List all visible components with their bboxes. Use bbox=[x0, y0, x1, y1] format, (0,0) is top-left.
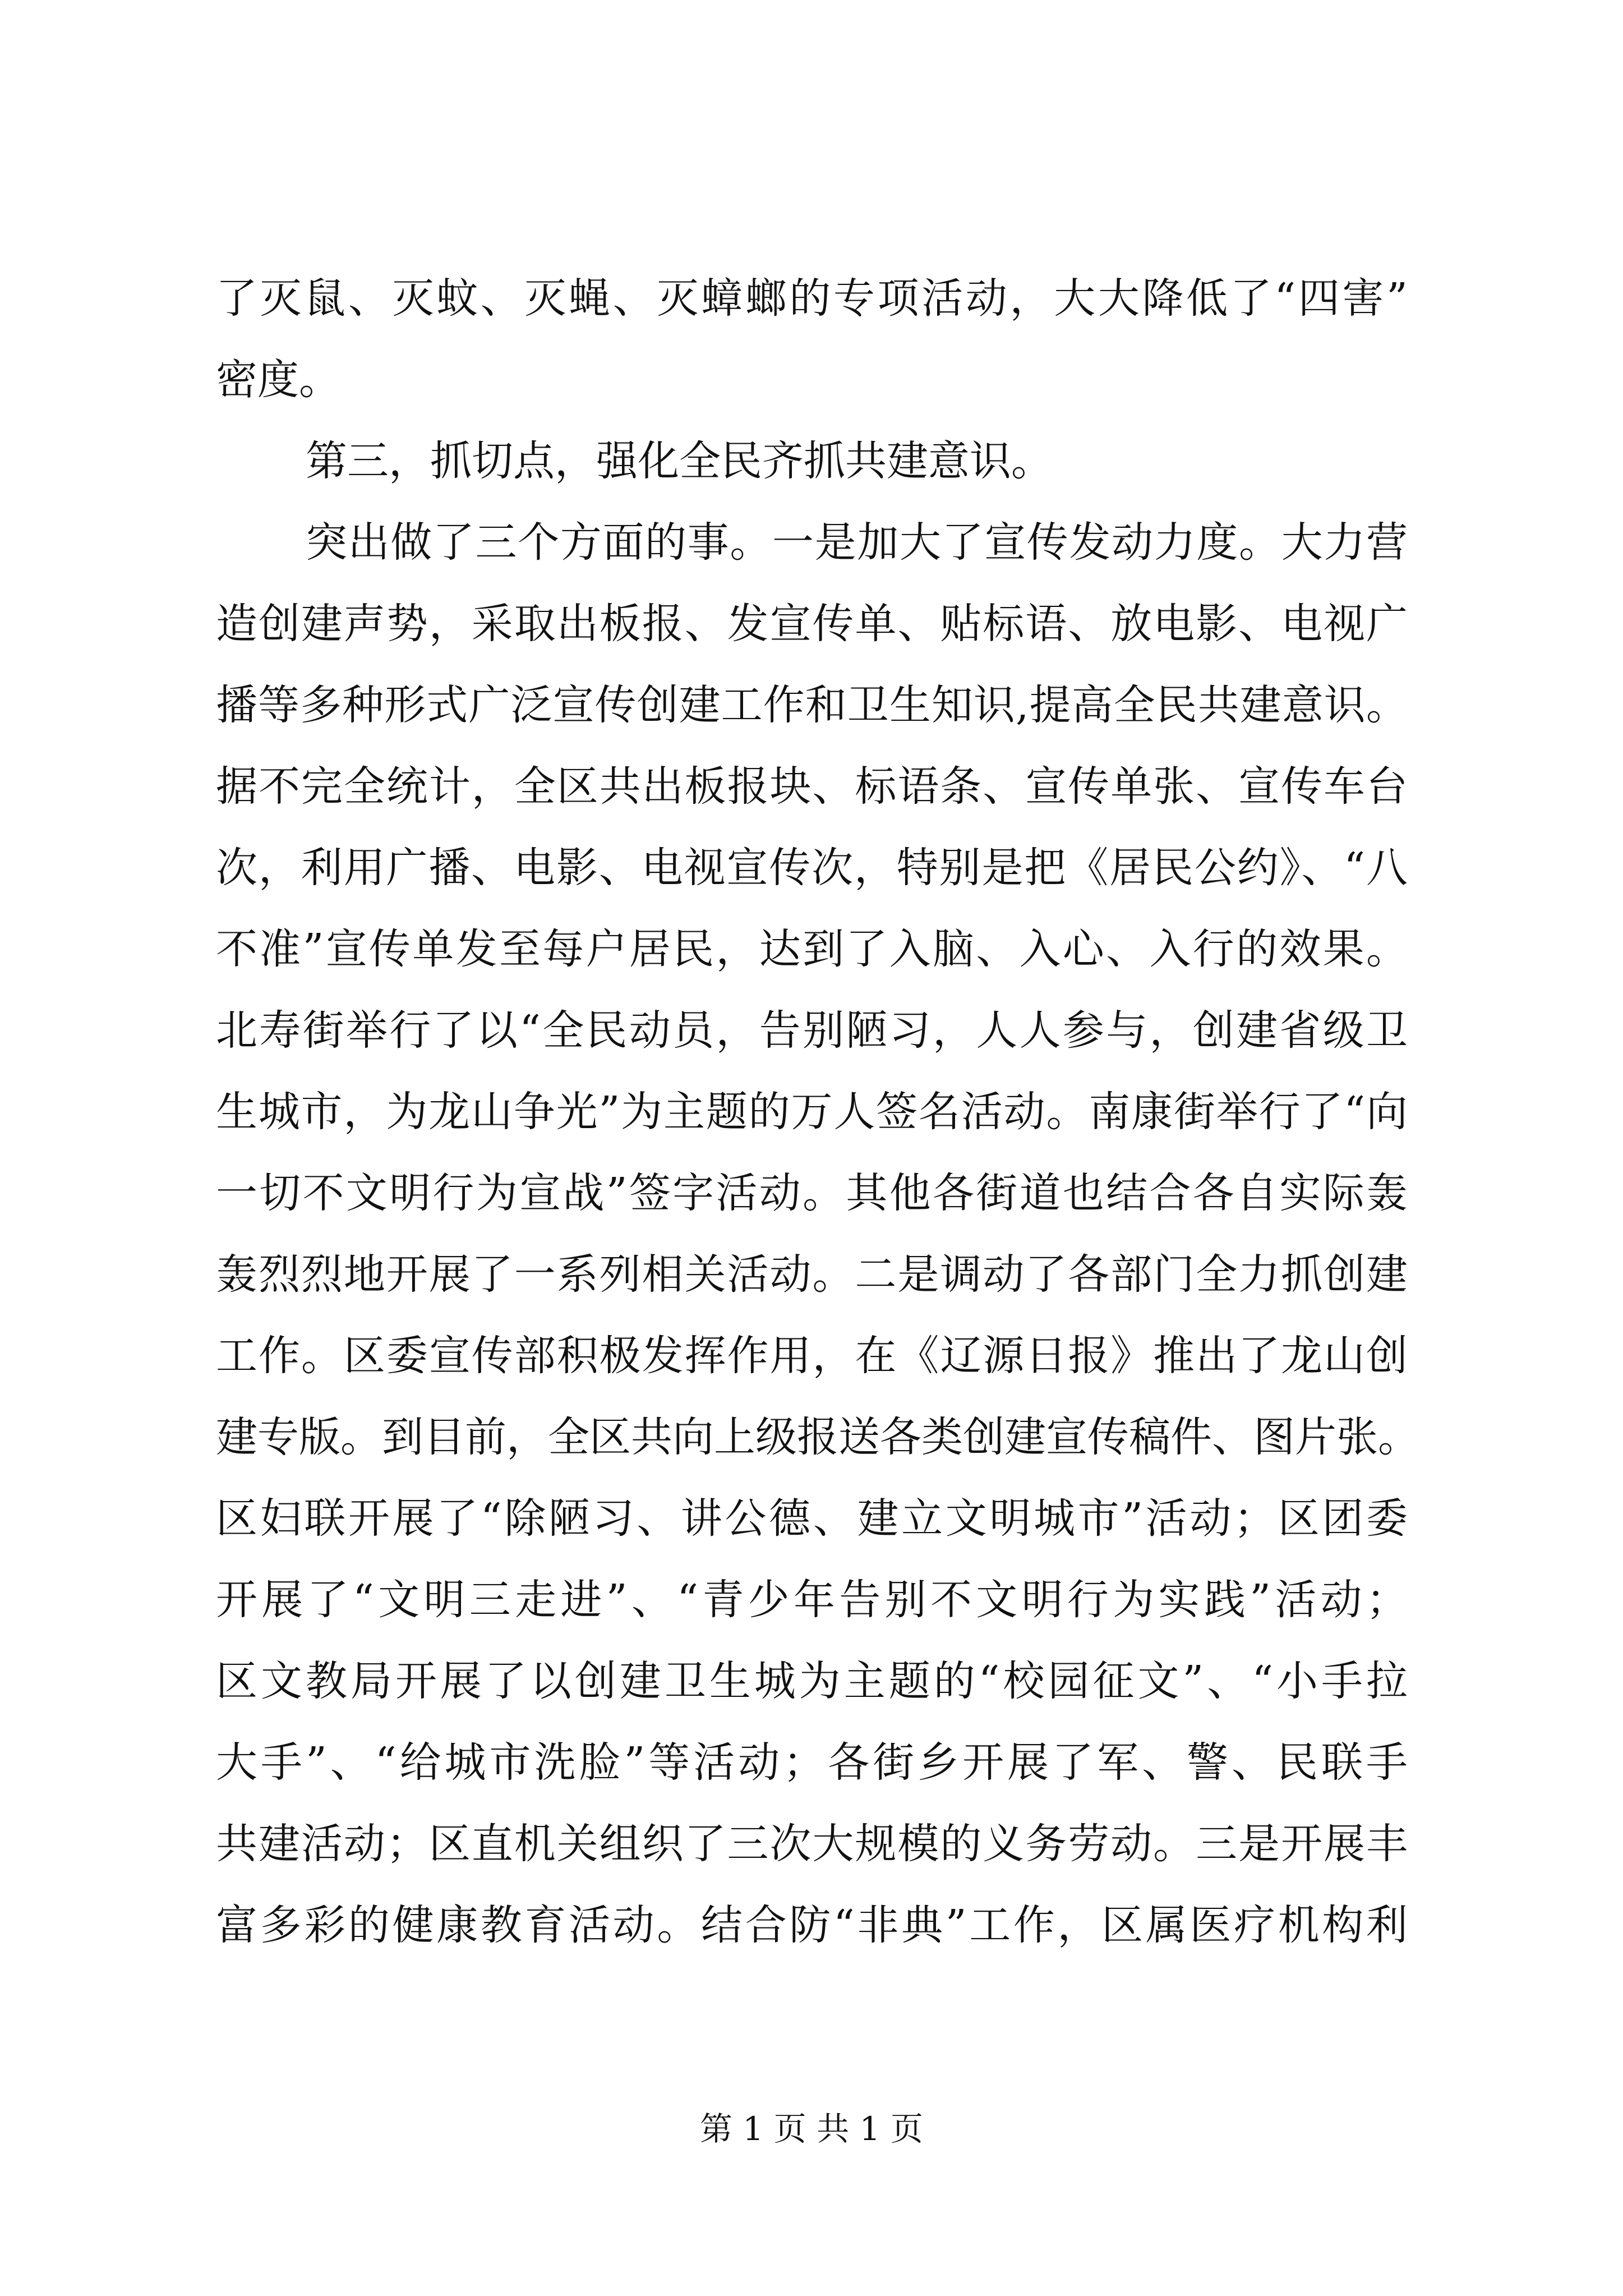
page-footer bbox=[0, 2106, 1623, 2151]
text-line: 密度。 bbox=[216, 356, 340, 404]
text-line: 播等多种形式广泛宣传创建工作和卫生知识,提高全民共建意识。 bbox=[216, 681, 1408, 729]
text-line: 开展了“文明三走进”、“青少年告别不文明行为实践”活动； bbox=[216, 1576, 1408, 1624]
text-line: 北寿街举行了以“全民动员，告别陋习，人人参与，创建省级卫 bbox=[216, 1006, 1408, 1055]
text-line: 富多彩的健康教育活动。结合防“非典”工作，区属医疗机构利 bbox=[216, 1901, 1408, 1949]
text-line: 大手”、“给城市洗脸”等活动；各街乡开展了军、警、民联手 bbox=[216, 1738, 1408, 1787]
text-line: 一切不文明行为宣战”签字活动。其他各街道也结合各自实际轰 bbox=[216, 1169, 1408, 1217]
text-line: 了灭鼠、灭蚊、灭蝇、灭蟑螂的专项活动，大大降低了“四害” bbox=[216, 274, 1408, 323]
text-line: 生城市，为龙山争光”为主题的万人签名活动。南康街举行了“向 bbox=[216, 1088, 1408, 1136]
page-number-label: 第 1 页 共 1 页 bbox=[700, 2110, 923, 2148]
paragraph-first-line: 突出做了三个方面的事。一是加大了宣传发动力度。大力营 bbox=[306, 518, 1408, 567]
text-line: 不准”宣传单发至每户居民，达到了入脑、入心、入行的效果。 bbox=[216, 925, 1408, 973]
text-line: 据不完全统计，全区共出板报块、标语条、宣传单张、宣传车台 bbox=[216, 762, 1408, 811]
body-text bbox=[216, 258, 1419, 1966]
text-line: 工作。区委宣传部积极发挥作用，在《辽源日报》推出了龙山创 bbox=[216, 1332, 1408, 1380]
text-line: 造创建声势，采取出板报、发宣传单、贴标语、放电影、电视广 bbox=[216, 600, 1408, 648]
text-line: 区妇联开展了“除陋习、讲公德、建立文明城市”活动；区团委 bbox=[216, 1494, 1408, 1543]
section-heading: 第三，抓切点，强化全民齐抓共建意识。 bbox=[306, 437, 1053, 485]
text-line: 次，利用广播、电影、电视宣传次，特别是把《居民公约》、“八 bbox=[216, 844, 1408, 892]
text-line: 建专版。到目前，全区共向上级报送各类创建宣传稿件、图片张。 bbox=[216, 1413, 1419, 1461]
text-line: 轰烈烈地开展了一系列相关活动。二是调动了各部门全力抓创建 bbox=[216, 1250, 1408, 1299]
text-line: 共建活动；区直机关组织了三次大规模的义务劳动。三是开展丰 bbox=[216, 1820, 1408, 1868]
text-line: 区文教局开展了以创建卫生城为主题的“校园征文”、“小手拉 bbox=[216, 1657, 1408, 1705]
